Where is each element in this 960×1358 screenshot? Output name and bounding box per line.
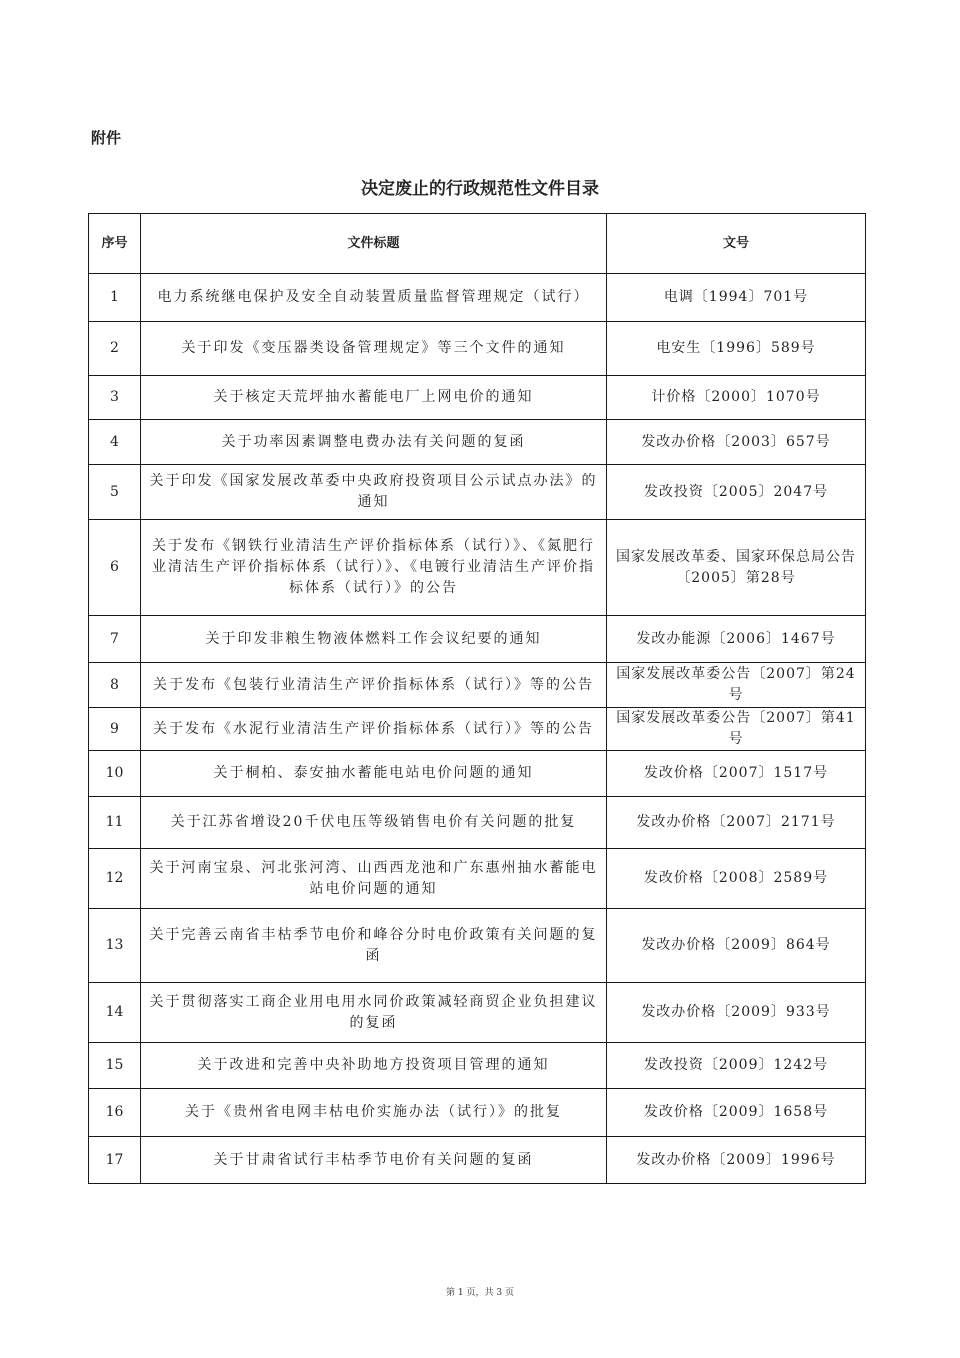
row-doc-title: 关于改进和完善中央补助地方投资项目管理的通知: [141, 1043, 607, 1089]
row-seq: 14: [89, 983, 141, 1043]
row-doc-title: 关于江苏省增设20千伏电压等级销售电价有关问题的批复: [141, 797, 607, 849]
row-doc-number: 电调〔1994〕701号: [607, 274, 866, 322]
row-seq: 9: [89, 708, 141, 751]
table-row: [89, 616, 866, 663]
row-doc-title: 关于《贵州省电网丰枯电价实施办法（试行）》的批复: [141, 1089, 607, 1137]
row-doc-title: 电力系统继电保护及安全自动装置质量监督管理规定（试行）: [141, 274, 607, 322]
row-doc-title: 关于印发《变压器类设备管理规定》等三个文件的通知: [141, 322, 607, 376]
row-seq: 1: [89, 274, 141, 322]
table-row: [89, 909, 866, 983]
header-doc-title: 文件标题: [141, 214, 607, 274]
page-number: 第 1 页，共 3 页: [446, 1288, 514, 1298]
row-doc-title: 关于贯彻落实工商企业用电用水同价政策减轻商贸企业负担建议的复函: [141, 983, 607, 1043]
row-doc-title: 关于河南宝泉、河北张河湾、山西西龙池和广东惠州抽水蓄能电站电价问题的通知: [141, 849, 607, 909]
row-doc-number: 发改办价格〔2009〕1996号: [607, 1137, 866, 1184]
table-row: [89, 376, 866, 420]
header-seq: 序号: [89, 214, 141, 274]
row-doc-title: 关于核定天荒坪抽水蓄能电厂上网电价的通知: [141, 376, 607, 420]
table-row: [89, 274, 866, 322]
row-doc-number: 发改办价格〔2009〕933号: [607, 983, 866, 1043]
row-doc-number: 发改办价格〔2009〕864号: [607, 909, 866, 983]
row-doc-title: 关于功率因素调整电费办法有关问题的复函: [141, 420, 607, 465]
table-row: [89, 420, 866, 465]
table-row: [89, 751, 866, 797]
table-row: [89, 849, 866, 909]
row-seq: 7: [89, 616, 141, 663]
table-row: [89, 465, 866, 520]
row-seq: 8: [89, 663, 141, 708]
row-seq: 4: [89, 420, 141, 465]
header-doc-number: 文号: [607, 214, 866, 274]
row-doc-number: 发改办价格〔2007〕2171号: [607, 797, 866, 849]
row-doc-number: 发改投资〔2009〕1242号: [607, 1043, 866, 1089]
row-seq: 3: [89, 376, 141, 420]
table-row: [89, 797, 866, 849]
row-doc-number: 计价格〔2000〕1070号: [607, 376, 866, 420]
row-seq: 15: [89, 1043, 141, 1089]
row-doc-number: 国家发展改革委、国家环保总局公告 〔2005〕第28号: [607, 520, 866, 616]
row-doc-number: 国家发展改革委公告〔2007〕第24号: [607, 663, 866, 708]
document-catalog-table: [88, 213, 866, 1184]
table-row: [89, 520, 866, 616]
row-seq: 13: [89, 909, 141, 983]
row-seq: 16: [89, 1089, 141, 1137]
document-title: 决定废止的行政规范性文件目录: [361, 179, 599, 199]
table-row: [89, 663, 866, 708]
table-row: [89, 983, 866, 1043]
row-seq: 6: [89, 520, 141, 616]
row-seq: 12: [89, 849, 141, 909]
table-row: [89, 708, 866, 751]
attachment-label: 附件: [91, 129, 122, 147]
row-doc-number: 发改办能源〔2006〕1467号: [607, 616, 866, 663]
row-seq: 17: [89, 1137, 141, 1184]
row-doc-title: 关于发布《水泥行业清洁生产评价指标体系（试行）》等的公告: [141, 708, 607, 751]
row-doc-title: 关于完善云南省丰枯季节电价和峰谷分时电价政策有关问题的复函: [141, 909, 607, 983]
row-doc-number: 发改价格〔2009〕1658号: [607, 1089, 866, 1137]
row-doc-number: 发改价格〔2007〕1517号: [607, 751, 866, 797]
row-doc-number: 发改投资〔2005〕2047号: [607, 465, 866, 520]
row-doc-title: 关于印发《国家发展改革委中央政府投资项目公示试点办法》的通知: [141, 465, 607, 520]
row-seq: 2: [89, 322, 141, 376]
row-doc-number: 发改办价格〔2003〕657号: [607, 420, 866, 465]
table-row: [89, 1137, 866, 1184]
row-doc-title: 关于印发非粮生物液体燃料工作会议纪要的通知: [141, 616, 607, 663]
row-doc-number: 电安生〔1996〕589号: [607, 322, 866, 376]
table-row: [89, 1089, 866, 1137]
row-doc-title: 关于甘肃省试行丰枯季节电价有关问题的复函: [141, 1137, 607, 1184]
row-seq: 5: [89, 465, 141, 520]
row-doc-title: 关于发布《钢铁行业清洁生产评价指标体系（试行）》、《氮肥行业清洁生产评价指标体系（试行）》、《电镀行业清洁生产评价指标体系（试行）》的公告: [141, 520, 607, 616]
table-header-row: [89, 214, 866, 274]
row-seq: 10: [89, 751, 141, 797]
row-doc-number: 发改价格〔2008〕2589号: [607, 849, 866, 909]
row-doc-number: 国家发展改革委公告〔2007〕第41号: [607, 708, 866, 751]
row-doc-title: 关于桐柏、泰安抽水蓄能电站电价问题的通知: [141, 751, 607, 797]
row-seq: 11: [89, 797, 141, 849]
row-doc-title: 关于发布《包装行业清洁生产评价指标体系（试行）》等的公告: [141, 663, 607, 708]
table-row: [89, 1043, 866, 1089]
table-row: [89, 322, 866, 376]
